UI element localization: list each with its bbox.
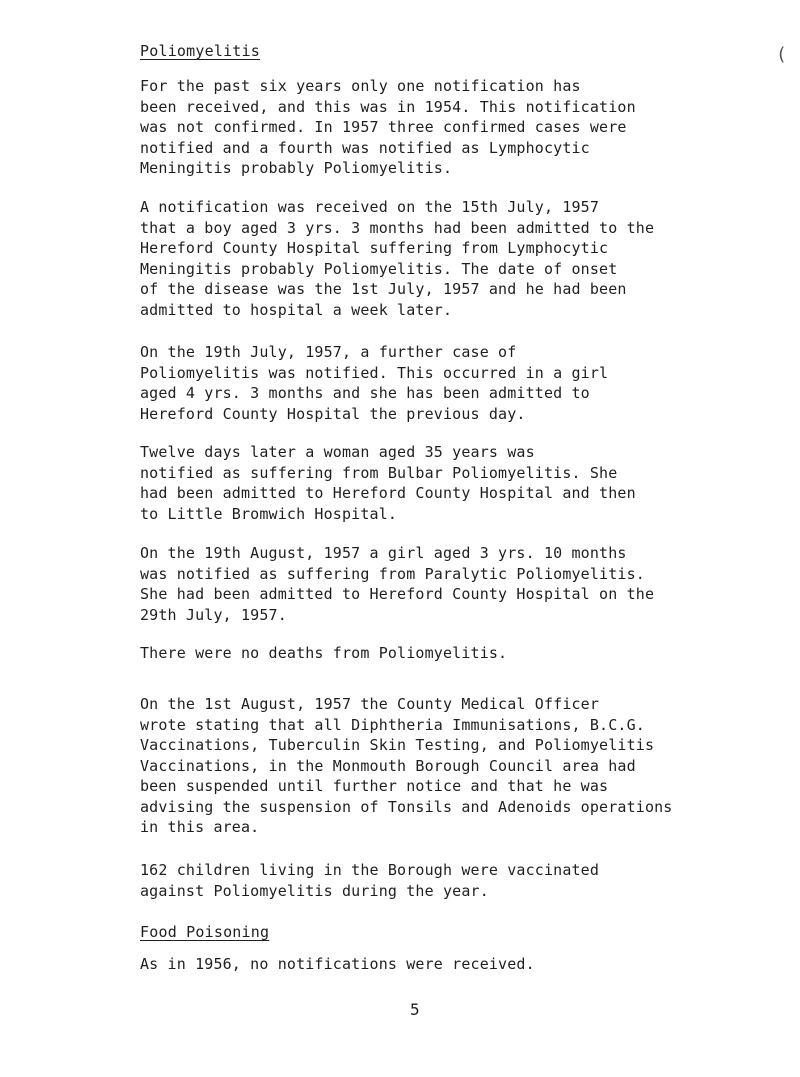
paragraph-suspension-notice: On the 1st August, 1957 the County Medical Officer wrote stating that all Diphtheria Immunisations, B.C.G. Vaccinations, Tuberculin Skin Testing, and Poliomyelitis Vaccinations, in the Monmouth Borough Council area had been suspended until further notice and that he was advising the suspension of Tonsils and Adenoids operations in this area. (140, 695, 673, 836)
paragraph-food-poisoning: As in 1956, no notifications were received. (140, 955, 535, 973)
page-number: 5 (410, 1000, 420, 1019)
section-heading-food-poisoning: Food Poisoning (140, 923, 270, 941)
paragraph-second-case: On the 19th July, 1957, a further case of Poliomyelitis was notified. This occurred in a girl aged 4 yrs. 3 months and she has been admitted to Hereford County Hospital the previous day. (140, 343, 609, 423)
paragraph-fourth-case: On the 19th August, 1957 a girl aged 3 yrs. 10 months was notified as suffering from Paralytic Poliomyelitis. She had been admitted to Hereford County Hospital on the 29th July, 1957. (140, 544, 655, 624)
paragraph-no-deaths: There were no deaths from Poliomyelitis. (140, 644, 508, 662)
margin-bracket-mark: ( (776, 44, 787, 65)
paragraph-third-case: Twelve days later a woman aged 35 years was notified as suffering from Bulbar Poliomyelitis. She had been admitted to Hereford County Hospital and then to Little Bromwich Hospital. (140, 443, 636, 523)
paragraph-polio-intro: For the past six years only one notification has been received, and this was in 1954. This notification was not confirmed. In 1957 three confirmed cases were notified and a fourth was notified as Lymphocytic Meningitis probably Poliomyelitis. (140, 77, 636, 177)
paragraph-first-case: A notification was received on the 15th July, 1957 that a boy aged 3 yrs. 3 months had been admitted to the Hereford County Hospital suffering from Lymphocytic Meningitis probably Poliomyelitis. The date of onset of the disease was the 1st July, 1957 and he had been admitted to hospital a week later. (140, 198, 655, 319)
paragraph-vaccination-count: 162 children living in the Borough were vaccinated against Poliomyelitis during the year. (140, 861, 600, 900)
section-heading-poliomyelitis: Poliomyelitis (140, 42, 260, 60)
